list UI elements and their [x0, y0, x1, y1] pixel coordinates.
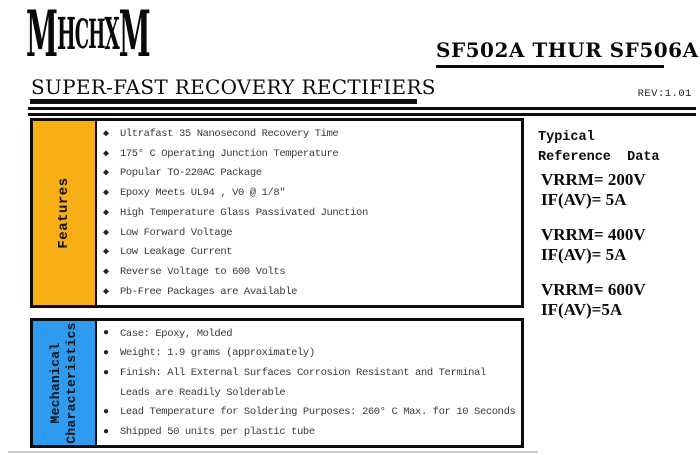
page-edge-shadow [8, 451, 538, 453]
feature-item [103, 187, 519, 199]
typical-reference-data [538, 128, 698, 319]
feature-text: Low Leakage Current [120, 246, 233, 259]
diamond-bullet-icon: ◆ [103, 148, 110, 160]
header-rule-bottom [28, 113, 696, 116]
feature-item [103, 286, 519, 298]
part-number-range: SF502A THUR SF506A [436, 38, 664, 68]
feature-item [103, 167, 519, 179]
vrrm-value: VRRM= 200V [541, 170, 646, 189]
diamond-bullet-icon: ◆ [103, 287, 110, 298]
logo-letter: X [104, 9, 119, 60]
circle-bullet-icon: ● [103, 347, 110, 359]
mechanical-text: Lead Temperature for Soldering Purposes: 260° C Max. for 10 Seconds [120, 406, 516, 419]
features-list [97, 121, 521, 305]
logo-letter: C [74, 11, 89, 58]
mechanical-section [30, 318, 524, 448]
reference-entry [541, 280, 646, 320]
features-label: Features [56, 177, 72, 249]
features-section [30, 118, 524, 308]
feature-text: Epoxy Meets UL94 , V0 @ 1/8″ [120, 187, 286, 200]
reference-heading-line2: Reference Data [538, 149, 660, 165]
circle-bullet-icon: ● [103, 426, 110, 438]
diamond-bullet-icon: ◆ [103, 207, 110, 219]
header-rule-top [28, 107, 696, 110]
logo-letter: M [118, 0, 150, 72]
feature-text: Reverse Voltage to 600 Volts [120, 266, 286, 279]
feature-item [103, 128, 519, 140]
logo-letter: H [56, 9, 75, 60]
feature-item [103, 207, 519, 219]
circle-bullet-icon: ● [103, 328, 110, 340]
feature-text: High Temperature Glass Passivated Junction [120, 206, 368, 219]
mechanical-text: Weight: 1.9 grams (approximately) [120, 347, 315, 360]
mechanical-item-continuation [103, 387, 519, 399]
mechanical-list [97, 321, 521, 445]
mechanical-item [103, 347, 519, 359]
ifav-value: IF(AV)=5A [541, 300, 623, 319]
reference-entry [541, 170, 646, 210]
ifav-value: IF(AV)= 5A [541, 245, 627, 264]
feature-text: Ultrafast 35 Nanosecond Recovery Time [120, 127, 339, 140]
ifav-value: IF(AV)= 5A [541, 190, 627, 209]
mechanical-text: Case: Epoxy, Molded [120, 327, 233, 340]
reference-entry [541, 225, 646, 265]
mechanical-label-strip [33, 321, 97, 445]
feature-text: Popular TO-220AC Package [120, 167, 262, 180]
brand-logo [26, 0, 150, 72]
circle-bullet-icon: ● [103, 367, 110, 379]
feature-item [103, 266, 519, 278]
mechanical-item [103, 426, 519, 438]
features-label-strip [33, 121, 97, 305]
mechanical-label-line1: Mechanical [47, 342, 63, 424]
feature-text: Pb-Free Packages are Available [120, 286, 298, 298]
logo-letter: M [26, 0, 57, 72]
mechanical-text: Leads are Readily Solderable [120, 386, 286, 399]
diamond-bullet-icon: ◆ [103, 188, 110, 200]
revision-label: REV:1.01 [637, 88, 692, 100]
diamond-bullet-icon: ◆ [103, 128, 110, 140]
diamond-bullet-icon: ◆ [103, 227, 110, 239]
diamond-bullet-icon: ◆ [103, 168, 110, 180]
mechanical-label [48, 322, 81, 444]
mechanical-label-line2: Characteristics [64, 322, 79, 444]
mechanical-text: Shipped 50 units per plastic tube [120, 426, 315, 439]
vrrm-value: VRRM= 400V [541, 225, 646, 244]
mechanical-item [103, 406, 519, 418]
title-underline [30, 99, 417, 104]
diamond-bullet-icon: ◆ [103, 247, 110, 259]
feature-item [103, 246, 519, 258]
mechanical-text: Finish: All External Surfaces Corrosion Resistant and Terminal [120, 367, 486, 380]
feature-item [103, 148, 519, 160]
mechanical-item [103, 328, 519, 340]
feature-item [103, 227, 519, 239]
diamond-bullet-icon: ◆ [103, 267, 110, 279]
mechanical-item [103, 367, 519, 379]
feature-text: Low Forward Voltage [120, 226, 233, 239]
reference-heading [538, 128, 698, 167]
logo-letter: H [88, 11, 105, 58]
reference-heading-line1: Typical [538, 130, 595, 145]
feature-text: 175° C Operating Junction Temperature [120, 147, 339, 160]
vrrm-value: VRRM= 600V [541, 280, 646, 299]
page-title: SUPER-FAST RECOVERY RECTIFIERS [31, 75, 436, 99]
circle-bullet-icon: ● [103, 406, 110, 418]
